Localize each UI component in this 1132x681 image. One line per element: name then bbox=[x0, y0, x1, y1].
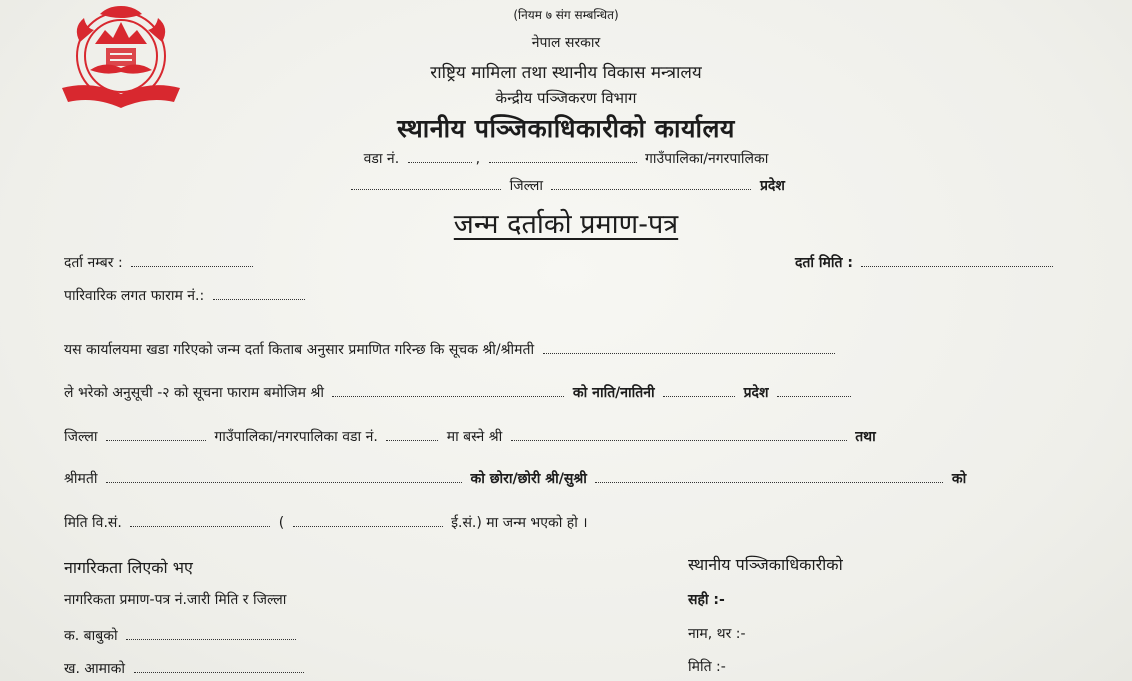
body-text-5c: ई.सं.) मा जन्म भएको हो । bbox=[451, 515, 588, 531]
ward-field[interactable] bbox=[386, 428, 438, 441]
body-text-3d: तथा bbox=[855, 429, 876, 445]
ward-label: वडा नं. bbox=[363, 151, 400, 167]
ward-no-field[interactable] bbox=[408, 150, 472, 163]
reg-date-field[interactable] bbox=[861, 254, 1053, 267]
district-name-field[interactable] bbox=[351, 177, 501, 190]
body-text-3c: मा बस्ने श्री bbox=[446, 429, 503, 445]
body-text-3b: गाउँपालिका/नगरपालिका वडा नं. bbox=[214, 429, 378, 445]
body-line-3 bbox=[64, 427, 876, 446]
office-name: स्थानीय पञ्जिकाधिकारीको कार्यालय bbox=[397, 114, 735, 143]
informant-name-field[interactable] bbox=[543, 341, 835, 354]
name-label: नाम, थर :- bbox=[688, 626, 746, 642]
certificate-title: जन्म दर्ताको प्रमाण-पत्र bbox=[453, 209, 679, 240]
municipality-label: गाउँपालिका/नगरपालिका bbox=[644, 151, 769, 167]
family-form-field[interactable] bbox=[213, 287, 305, 300]
citizenship-heading: नागरिकता लिएको भए bbox=[64, 558, 193, 577]
date-label: मिति :- bbox=[688, 659, 726, 675]
signature-label: सही :- bbox=[688, 592, 725, 608]
body-text-2c: प्रदेश bbox=[743, 385, 769, 401]
reg-date-row bbox=[795, 253, 1057, 272]
department-name: केन्द्रीय पञ्जिकरण विभाग bbox=[495, 89, 637, 107]
grandchild-field[interactable] bbox=[663, 384, 735, 397]
province-name-field[interactable] bbox=[551, 177, 751, 190]
reg-no-field[interactable] bbox=[131, 254, 253, 267]
district-label: जिल्ला bbox=[509, 178, 544, 194]
body-line-4 bbox=[64, 469, 966, 488]
father-citizenship-field[interactable] bbox=[126, 627, 296, 640]
mother-name-field[interactable] bbox=[106, 470, 462, 483]
rule-reference: (नियम ७ संग सम्बन्धित) bbox=[513, 8, 619, 22]
ward-line: वडा नं. , गाउँपालिका/नगरपालिका bbox=[363, 151, 769, 167]
father-label: क. बाबुको bbox=[64, 628, 118, 644]
municipality-name-field[interactable] bbox=[489, 150, 637, 163]
ministry-name: राष्ट्रिय मामिला तथा स्थानीय विकास मन्त्रालय bbox=[430, 63, 702, 83]
body-text-5b: ( bbox=[278, 515, 285, 531]
family-form-row bbox=[64, 286, 309, 305]
district-field[interactable] bbox=[106, 428, 206, 441]
grandparent-name-field[interactable] bbox=[332, 384, 564, 397]
body-line-1 bbox=[64, 340, 839, 359]
reg-no-label: दर्ता नम्बर : bbox=[64, 255, 123, 271]
reg-no-row bbox=[64, 253, 257, 272]
province-label: प्रदेश bbox=[759, 178, 785, 194]
government-name: नेपाल सरकार bbox=[531, 35, 601, 51]
reg-date-label: दर्ता मिति : bbox=[795, 255, 853, 271]
body-text-2b: को नाति/नातिनी bbox=[572, 385, 655, 401]
body-text-4a: श्रीमती bbox=[64, 471, 98, 487]
body-line-2 bbox=[64, 383, 855, 402]
body-text-3a: जिल्ला bbox=[64, 429, 98, 445]
resident-name-field[interactable] bbox=[511, 428, 847, 441]
province-field[interactable] bbox=[777, 384, 851, 397]
body-text-4c: को bbox=[951, 471, 967, 487]
citizenship-detail: नागरिकता प्रमाण-पत्र नं.जारी मिति र जिल्ला bbox=[64, 592, 287, 608]
body-text-4b: को छोरा/छोरी श्री/सुश्री bbox=[470, 471, 587, 487]
child-name-field[interactable] bbox=[595, 470, 943, 483]
bs-date-field[interactable] bbox=[130, 514, 270, 527]
body-line-5 bbox=[64, 513, 588, 532]
district-line bbox=[0, 176, 1132, 195]
registrar-title: स्थानीय पञ्जिकाधिकारीको bbox=[688, 555, 843, 574]
ad-date-field[interactable] bbox=[293, 514, 443, 527]
father-row bbox=[64, 626, 300, 645]
body-text-5a: मिति वि.सं. bbox=[64, 515, 122, 531]
mother-label: ख. आमाको bbox=[64, 661, 126, 677]
mother-citizenship-field[interactable] bbox=[134, 660, 304, 673]
mother-row bbox=[64, 659, 308, 678]
body-text-1: यस कार्यालयमा खडा गरिएको जन्म दर्ता किताब अनुसार प्रमाणित गरिन्छ कि सूचक श्री/श्रीमती bbox=[64, 342, 535, 358]
family-form-label: पारिवारिक लगत फाराम नं.: bbox=[64, 288, 205, 304]
body-text-2a: ले भरेको अनुसूची -२ को सूचना फाराम बमोजिम श्री bbox=[64, 385, 325, 401]
